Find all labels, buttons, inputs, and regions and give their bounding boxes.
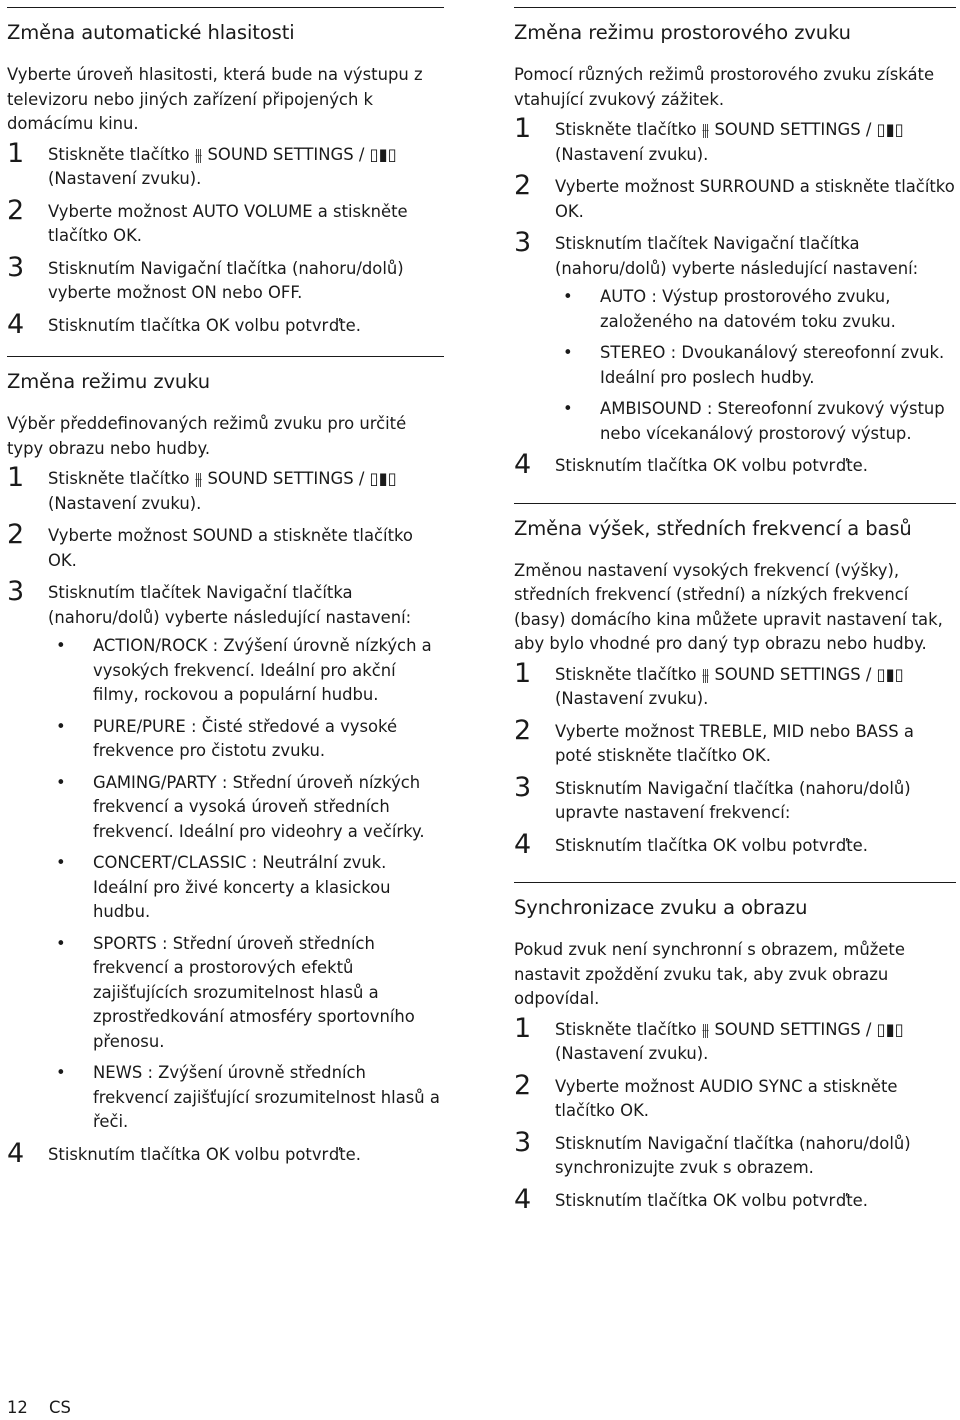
step (7, 137, 444, 192)
step (514, 1069, 956, 1124)
step-number: 3 (7, 251, 25, 283)
step-number: 2 (514, 1069, 532, 1101)
bullet-text: ACTION/ROCK : Zvýšení úrovně nízkých a vysokých frekvencí. Ideální pro akční filmy, rockovou a populární hudbu. (93, 636, 432, 704)
bullet-item (48, 932, 444, 1055)
step (7, 1137, 444, 1169)
section-intro: Pokud zvuk není synchronní s obrazem, můžete nastavit zpoždění zvuku tak, aby zvuk obrazu odpovídal. (514, 940, 905, 1008)
bullet-dot-icon: • (563, 287, 573, 306)
bullet-item (48, 851, 444, 925)
step-list (514, 113, 956, 480)
step-list (7, 462, 444, 1169)
step-number: 1 (514, 657, 532, 689)
bullet-item (555, 285, 956, 334)
step (514, 113, 956, 167)
step-text: Stiskněte tlačítko ⫵ SOUND SETTINGS / ▯▮▯ (Nastavení zvuku). (48, 469, 397, 513)
bullet-text: PURE/PURE : Čisté středové a vysoké frekvence pro čistotu zvuku. (93, 716, 398, 760)
section-title: Změna výšek, středních frekvencí a basů (514, 516, 912, 540)
page-language: CS (49, 1398, 71, 1417)
step-number: 4 (514, 828, 532, 860)
step-text: Stisknutím tlačítka OK volbu potvrďte. (555, 1190, 868, 1210)
step (7, 194, 444, 249)
bullet-text: CONCERT/CLASSIC : Neutrální zvuk. Ideální pro živé koncerty a klasickou hudbu. (93, 853, 391, 921)
section-surround (514, 7, 956, 479)
step (7, 519, 444, 573)
step-text: Vyberte možnost AUDIO SYNC a stiskněte tlačítko OK. (555, 1076, 898, 1120)
step-text: Stiskněte tlačítko ⫵ SOUND SETTINGS / ▯▮▯ (Nastavení zvuku). (555, 1019, 904, 1063)
bullet-text: SPORTS : Střední úroveň středních frekvencí a prostorových efektů zajišťujících srozumitelnost hlasů a zprostředkování atmosféry sportovního přenosu. (93, 933, 415, 1051)
step (514, 449, 956, 480)
step (514, 771, 956, 826)
step (514, 828, 956, 860)
step-text: Stisknutím Navigační tlačítka (nahoru/dolů) synchronizujte zvuk s obrazem. (555, 1133, 911, 1177)
step-text: Stisknutím tlačítek Navigační tlačítka (nahoru/dolů) vyberte následující nastavení: (555, 234, 919, 278)
step-number: 4 (514, 449, 532, 480)
bullet-list (48, 634, 444, 1135)
bullet-text: AUTO : Výstup prostorového zvuku, založeného na datovém toku zvuku. (600, 287, 896, 331)
step-list (514, 1012, 956, 1215)
section-treble-mid-bass (514, 503, 956, 859)
step (514, 657, 956, 712)
step (7, 462, 444, 516)
step-number: 2 (7, 194, 25, 226)
step-text: Stiskněte tlačítko ⫵ SOUND SETTINGS / ▯▮▯ (Nastavení zvuku). (555, 120, 904, 164)
section-audio-sync (514, 882, 956, 1213)
section-title: Změna režimu zvuku (7, 370, 211, 393)
page-number: 12 (7, 1398, 28, 1417)
step-text: Vyberte možnost TREBLE, MID nebo BASS a poté stiskněte tlačítko OK. (555, 721, 914, 765)
step-text: Stisknutím tlačítka OK volbu potvrďte. (48, 315, 361, 335)
step (7, 251, 444, 306)
bullet-dot-icon: • (56, 853, 66, 872)
section-intro: Vyberte úroveň hlasitosti, která bude na výstupu z televizoru nebo jiných zařízení připojených k domácímu kinu. (7, 65, 423, 133)
step-text: Stisknutím tlačítka OK volbu potvrďte. (555, 456, 868, 475)
bullet-text: NEWS : Zvýšení úrovně středních frekvencí zajišťující srozumitelnost hlasů a řeči. (93, 1063, 440, 1131)
step-number: 2 (514, 170, 532, 201)
section-auto-volume (7, 7, 444, 338)
bullet-dot-icon: • (56, 1063, 66, 1082)
section-title: Synchronizace zvuku a obrazu (514, 896, 808, 919)
step-text: Stiskněte tlačítko ⫵ SOUND SETTINGS / ▯▮▯ (Nastavení zvuku). (555, 664, 904, 708)
step-number: 4 (514, 1183, 532, 1215)
bullet-list (555, 285, 956, 446)
bullet-dot-icon: • (56, 716, 66, 736)
step-text: Stisknutím tlačítek Navigační tlačítka (nahoru/dolů) vyberte následující nastavení: (48, 583, 412, 627)
step-number: 3 (7, 576, 25, 607)
left-column (7, 0, 444, 1175)
section-intro: Výběr předdefinovaných režimů zvuku pro určité typy obrazu nebo hudby. (7, 414, 407, 458)
step-number: 4 (7, 308, 25, 340)
bullet-item (48, 715, 444, 764)
step-number: 3 (514, 227, 532, 258)
step (514, 714, 956, 769)
bullet-dot-icon: • (56, 772, 66, 792)
section-title: Změna automatické hlasitosti (7, 21, 295, 44)
step-text: Vyberte možnost AUTO VOLUME a stiskněte tlačítko OK. (48, 201, 408, 245)
right-column (514, 0, 956, 1221)
step-number: 1 (514, 1012, 532, 1044)
step (514, 1126, 956, 1181)
bullet-text: STEREO : Dvoukanálový stereofonní zvuk. Ideální pro poslech hudby. (600, 343, 945, 387)
step-number: 2 (514, 714, 532, 746)
section-intro: Pomocí různých režimů prostorového zvuku získáte vtahující zvukový zážitek. (514, 65, 935, 109)
step (7, 308, 444, 340)
section-intro: Změnou nastavení vysokých frekvencí (výšky), středních frekvencí (střední) a nízkých frekvencí (basy) domácího kina můžete upravit nastavení tak, aby bylo vhodné pro daný typ obrazu nebo hudby. (514, 560, 943, 653)
step (514, 227, 956, 446)
bullet-text: AMBISOUND : Stereofonní zvukový výstup nebo vícekanálový prostorový výstup. (600, 399, 945, 443)
step-list (514, 657, 956, 860)
step-text: Stisknutím tlačítka OK volbu potvrďte. (48, 1144, 361, 1164)
step-text: Vyberte možnost SOUND a stiskněte tlačítko OK. (48, 526, 413, 570)
step-number: 3 (514, 1126, 532, 1158)
bullet-item (555, 341, 956, 390)
step (7, 576, 444, 1135)
step (514, 1012, 956, 1067)
step-number: 1 (7, 462, 25, 493)
step-number: 4 (7, 1137, 25, 1169)
bullet-text: GAMING/PARTY : Střední úroveň nízkých frekvencí a vysoká úroveň středních frekvencí. Ideální pro videohry a večírky. (93, 772, 425, 841)
bullet-dot-icon: • (56, 933, 66, 953)
step-number: 1 (7, 137, 25, 169)
bullet-dot-icon: • (56, 636, 66, 655)
bullet-item (48, 634, 444, 708)
section-sound-mode (7, 356, 444, 1167)
bullet-item (48, 1061, 444, 1135)
step-text: Stisknutím tlačítka OK volbu potvrďte. (555, 835, 868, 855)
step-text: Stisknutím Navigační tlačítka (nahoru/dolů) upravte nastavení frekvencí: (555, 778, 911, 822)
bullet-dot-icon: • (563, 399, 573, 418)
step-text: Stiskněte tlačítko ⫵ SOUND SETTINGS / ▯▮▯ (Nastavení zvuku). (48, 144, 397, 188)
bullet-item (555, 397, 956, 446)
step (514, 1183, 956, 1215)
step-number: 1 (514, 113, 532, 144)
step-number: 2 (7, 519, 25, 550)
section-title: Změna režimu prostorového zvuku (514, 21, 851, 44)
step (514, 170, 956, 224)
step-list (7, 137, 444, 340)
step-number: 3 (514, 771, 532, 803)
step-text: Stisknutím Navigační tlačítka (nahoru/dolů) vyberte možnost ON nebo OFF. (48, 258, 404, 302)
bullet-dot-icon: • (563, 343, 573, 362)
bullet-item (48, 771, 444, 845)
step-text: Vyberte možnost SURROUND a stiskněte tlačítko OK. (555, 177, 955, 221)
